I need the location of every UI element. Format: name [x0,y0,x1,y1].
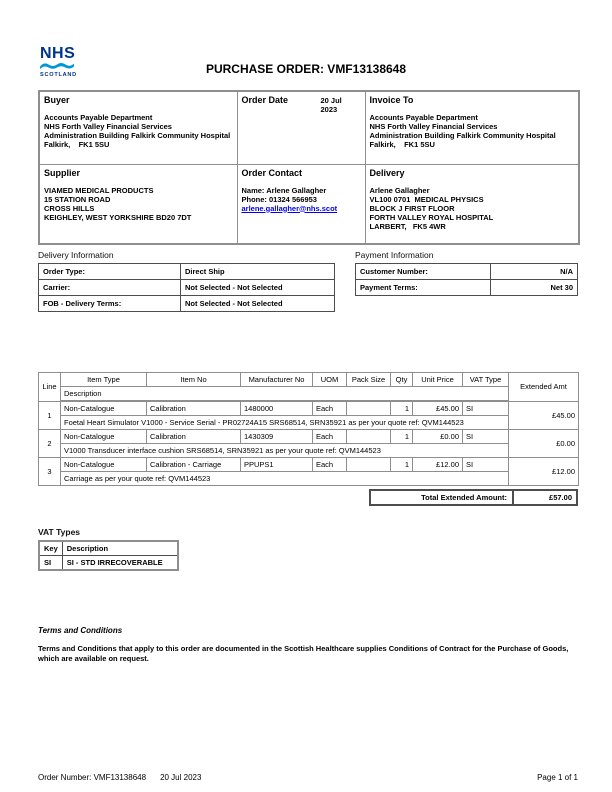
table-row [356,264,578,280]
order-contact-phone: Phone: 01324 566953 [241,194,317,204]
pack-size-cell [347,401,391,416]
buyer-cell [39,91,237,164]
order-contact-cell [237,164,365,244]
table-row [39,416,579,430]
delivery-address-line: Arlene Gallagher [369,185,430,195]
item-description-cell: Carriage as per your quote ref: QVM144523 [61,472,509,486]
payment-information-section [355,250,578,296]
buyer-address-line: Administration Building Falkirk Community Hospital [44,131,231,140]
item-type-cell: Non-Catalogue [61,401,147,416]
table-row [39,401,579,416]
supplier-address-line: KEIGHLEY, WEST YORKSHIRE BD20 7DT [44,212,192,222]
extended-amt-cell: £45.00 [509,401,579,430]
item-description-cell: Foetal Heart Simulator V1000 - Service Serial - PR02724A15 SRS68514, SRN35921 as per your quote ref: QVM144523 [61,416,509,430]
vat-key-column-header: Key [39,541,62,556]
buyer-address-line: Accounts Payable Department [44,113,153,122]
qty-cell: 1 [391,430,413,444]
line-items-section [38,372,578,506]
table-row [39,430,579,444]
vat-types-heading: VAT Types [38,527,81,537]
supplier-address-line: VIAMED MEDICAL PRODUCTS [44,185,154,195]
table-row [39,296,335,312]
vat-description-column-header: Description [62,541,178,556]
item-type-cell: Non-Catalogue [61,458,147,472]
item-description-cell: V1000 Transducer interface cushion SRS68514, SRN35921 as per your quote ref: QVM144523 [61,444,509,458]
order-contact-details [242,186,361,213]
delivery-address-line: FORTH VALLEY ROYAL HOSPITAL [369,212,494,222]
supplier-cell [39,164,237,244]
extended-amt-column-header: Extended Amt [509,373,579,402]
vat-type-cell: SI [463,401,509,416]
buyer-address-line: Falkirk, FK1 5SU [44,140,110,149]
page-title: PURCHASE ORDER: VMF13138648 [205,62,407,76]
pack-size-cell [347,430,391,444]
table-row [39,556,178,571]
buyer-address-line: NHS Forth Valley Financial Services [44,122,172,131]
footer-order-number: Order Number: VMF13138648 [38,773,147,782]
table-row [39,444,579,458]
item-no-column-header: Item No [147,373,241,387]
pack-size-cell [347,458,391,472]
delivery-address-line: BLOCK J FIRST FLOOR [369,203,455,213]
line-number: 1 [39,401,61,430]
unit-price-cell: £45.00 [413,401,463,416]
manufacturer-no-cell: 1480000 [241,401,313,416]
vat-types-section [38,527,179,571]
total-extended-amount-label: Total Extended Amount: [421,493,507,502]
extended-amt-cell: £12.00 [509,458,579,486]
uom-cell: Each [313,458,347,472]
manufacturer-no-column-header: Manufacturer No [241,373,313,387]
delivery-cell [365,164,579,244]
order-contact-email-link[interactable]: arlene.gallagher@nhs.scot [241,203,338,213]
table-header-row [39,373,579,387]
nhs-scotland-text: SCOTLAND [40,72,77,78]
unit-price-column-header: Unit Price [413,373,463,387]
footer-page-number: Page 1 of 1 [537,773,578,782]
item-no-cell: Calibration [147,401,241,416]
customer-number-label: Customer Number: [356,264,491,280]
page-footer [38,773,578,782]
customer-number-value: N/A [491,264,578,280]
footer-date: 20 Jul 2023 [160,773,202,782]
manufacturer-no-cell: PPUPS1 [241,458,313,472]
extended-amt-cell: £0.00 [509,430,579,458]
terms-and-conditions-section [38,626,578,663]
footer-left [38,773,201,782]
order-type-value: Direct Ship [181,264,335,280]
delivery-information-table [38,263,335,312]
invoice-address-line: Falkirk, FK1 5SU [369,140,435,149]
carrier-value: Not Selected - Not Selected [181,280,335,296]
table-header-row [39,387,579,402]
table-row [39,280,335,296]
supplier-address [44,186,233,222]
invoice-address-line: Administration Building Falkirk Community Hospital [369,131,556,140]
invoice-to-heading: Invoice To [369,95,414,105]
qty-cell: 1 [391,458,413,472]
uom-column-header: UOM [313,373,347,387]
vat-type-cell: SI [463,458,509,472]
line-column-header: Line [39,373,61,402]
table-header-row [39,541,178,556]
fob-delivery-terms-value: Not Selected - Not Selected [181,296,335,312]
item-type-column-header: Item Type [61,373,147,387]
nhs-logo-text: NHS [40,45,76,62]
uom-cell: Each [313,430,347,444]
fob-delivery-terms-label: FOB - Delivery Terms: [39,296,181,312]
item-no-cell: Calibration - Carriage [147,458,241,472]
uom-cell: Each [313,401,347,416]
description-column-header: Description [61,387,509,402]
vat-description-cell: SI - STD IRRECOVERABLE [62,556,178,571]
vat-type-column-header: VAT Type [463,373,509,387]
supplier-address-line: CROSS HILLS [44,203,95,213]
order-type-label: Order Type: [39,264,181,280]
qty-cell: 1 [391,401,413,416]
unit-price-cell: £0.00 [413,430,463,444]
delivery-address-line: LARBERT, FK5 4WR [369,221,446,231]
table-row [356,280,578,296]
delivery-information-section [38,250,335,312]
pack-size-column-header: Pack Size [347,373,391,387]
item-type-cell: Non-Catalogue [61,430,147,444]
order-date-cell [237,91,365,164]
delivery-heading: Delivery [369,167,405,178]
item-no-cell: Calibration [147,430,241,444]
vat-types-table [38,540,179,571]
table-row [39,264,335,280]
invoice-address-line: Accounts Payable Department [369,113,478,122]
payment-terms-label: Payment Terms: [356,280,491,296]
invoice-address-line: NHS Forth Valley Financial Services [369,122,498,131]
buyer-heading: Buyer [44,95,70,105]
line-number: 2 [39,430,61,458]
total-extended-amount-value: £57.00 [512,491,576,504]
supplier-heading: Supplier [44,167,81,178]
payment-terms-value: Net 30 [491,280,578,296]
vat-key-cell: SI [39,556,62,571]
payment-information-heading: Payment Information [355,250,434,260]
total-extended-amount-box [369,489,578,506]
order-contact-name: Name: Arlene Gallagher [241,185,327,195]
invoice-to-cell [365,91,579,164]
vat-type-cell: SI [463,430,509,444]
manufacturer-no-cell: 1430309 [241,430,313,444]
terms-and-conditions-heading: Terms and Conditions [38,626,123,635]
delivery-address [370,186,575,231]
delivery-information-heading: Delivery Information [38,250,114,260]
delivery-address-line: VL100 0701 MEDICAL PHYSICS [369,194,484,204]
terms-and-conditions-body: Terms and Conditions that apply to this order are documented in the Scottish Healthcare supplies Conditions of Contract for the Purchase of Goods, which are available on request. [38,644,569,663]
line-items-table [38,372,579,486]
table-row [39,472,579,486]
order-contact-heading: Order Contact [241,167,303,178]
unit-price-cell: £12.00 [413,458,463,472]
payment-information-table [355,263,578,296]
line-number: 3 [39,458,61,486]
qty-column-header: Qty [391,373,413,387]
order-date-label: Order Date [241,95,289,105]
order-header-grid [38,90,580,245]
table-row [39,458,579,472]
buyer-address [44,113,233,149]
order-date-value: 20 Jul 2023 [320,96,342,114]
supplier-address-line: 15 STATION ROAD [44,194,111,204]
carrier-label: Carrier: [39,280,181,296]
invoice-to-address [370,113,575,149]
